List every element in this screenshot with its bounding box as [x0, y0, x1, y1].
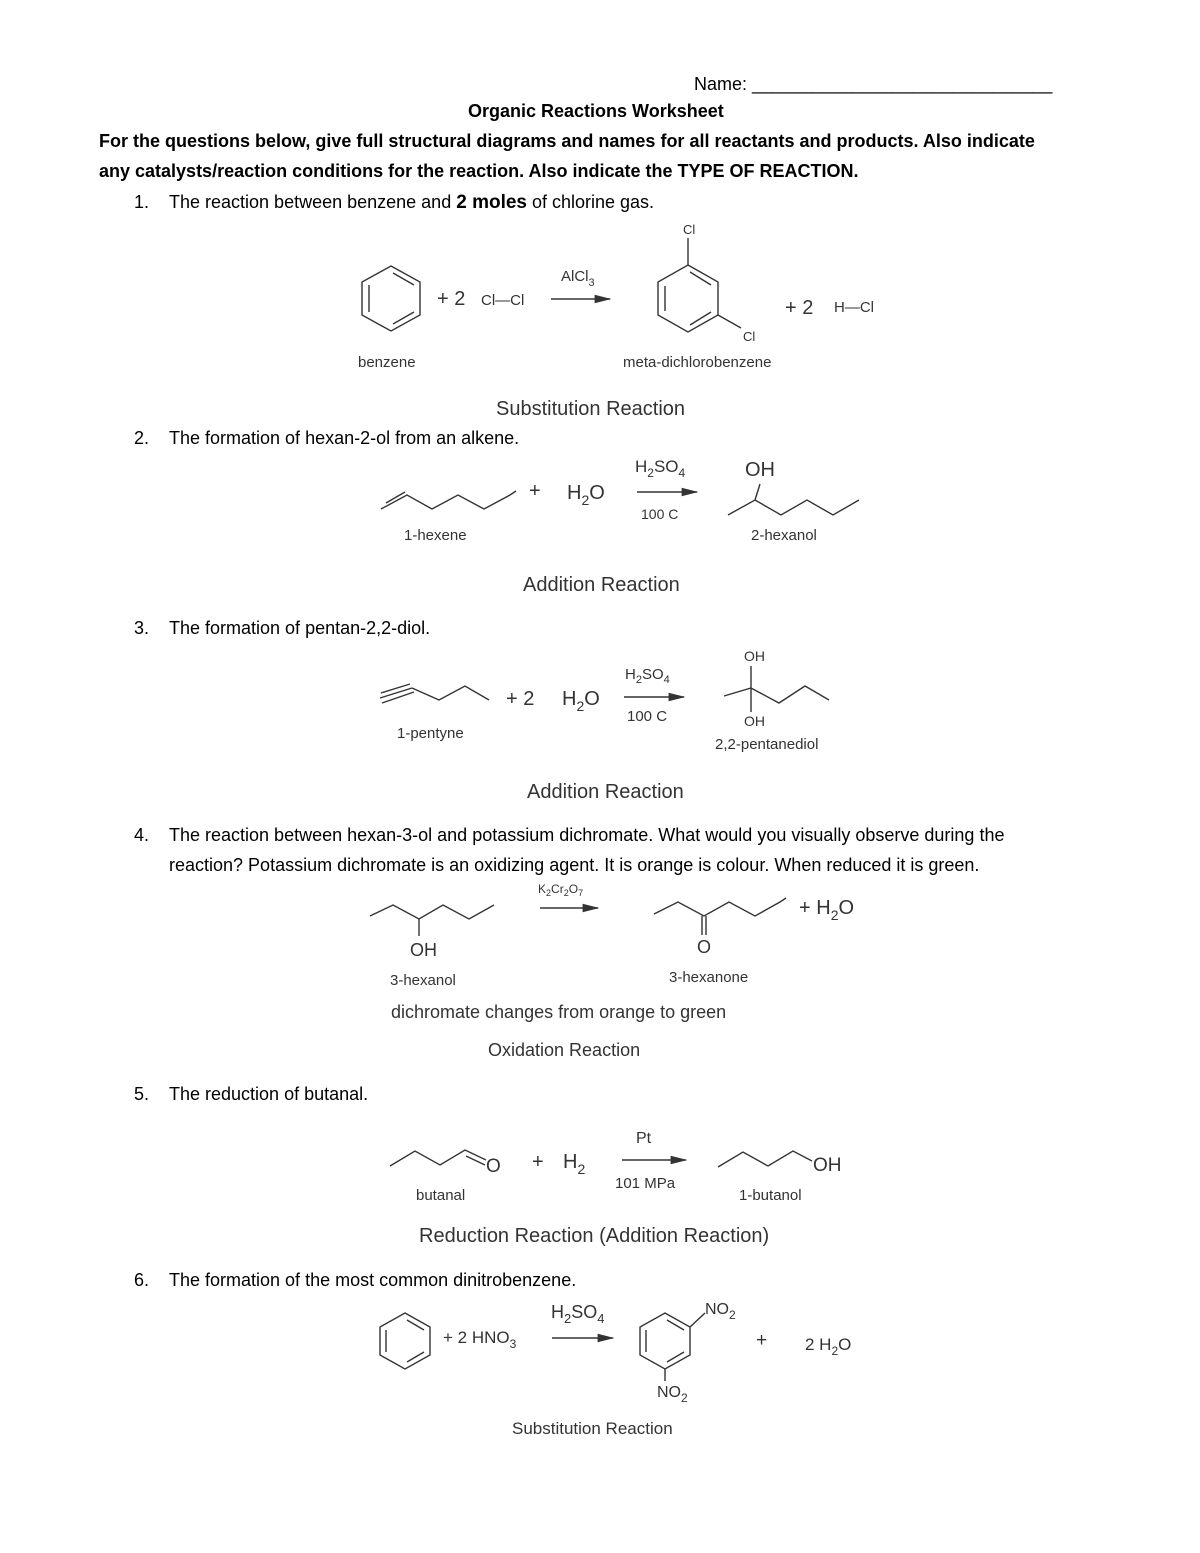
r6-product-group-top: $NO_2$	[705, 1301, 736, 1322]
question-text-bold: 2 moles	[456, 192, 527, 213]
r1-byproduct-formula: H—Cl	[834, 299, 874, 316]
r6-catalyst: $H_2SO_4$	[551, 1302, 605, 1326]
1-pentyne-structure	[380, 684, 489, 703]
r6-plus: +	[756, 1330, 768, 1351]
r5-catalyst: Pt	[636, 1130, 652, 1147]
r3-reactant-name: 1-pentyne	[397, 725, 464, 742]
r5-plus: +	[532, 1151, 544, 1173]
r5-reaction-type: Reduction Reaction (Addition Reaction)	[419, 1225, 770, 1247]
r4-observation: dichromate changes from orange to green	[391, 1002, 727, 1022]
meta-dinitrobenzene-structure	[640, 1313, 705, 1381]
2-2-pentanediol-structure	[724, 666, 829, 712]
r2-product-group: OH	[745, 459, 775, 481]
r1-product-sub-top: Cl	[683, 222, 696, 237]
r6-product-group-bottom: $NO_2$	[657, 1384, 688, 1405]
r2-plus: +	[529, 480, 541, 502]
2-hexanol-structure	[728, 484, 859, 515]
question-4-line-2: reaction? Potassium dichromate is an oxidizing agent. It is orange is colour. When reduced it is green.	[169, 855, 980, 875]
instructions-line-1: For the questions below, give full structural diagrams and names for all reactants and products. Also indicate	[99, 131, 1035, 151]
1-hexene-structure	[381, 491, 516, 509]
page-title: Organic Reactions Worksheet	[468, 101, 724, 121]
1-butanol-structure	[718, 1151, 812, 1167]
r2-product-name: 2-hexanol	[751, 527, 817, 544]
r4-byproduct: + $H_2O$	[799, 897, 855, 923]
benzene-structure	[362, 266, 420, 331]
r4-product-group: O	[697, 937, 712, 957]
question-text: The reaction between hexan-3-ol and potassium dichromate. What would you visually observe during the	[169, 825, 1005, 845]
r5-reactant-group: O	[486, 1156, 501, 1177]
r1-catalyst: AlCl$_3$	[561, 268, 595, 289]
question-number: 4.	[134, 825, 150, 845]
r1-byproduct-coeff: + 2	[785, 297, 814, 319]
question-text: of chlorine gas.	[526, 192, 655, 212]
r3-condition: 100 C	[627, 708, 668, 725]
name-blank: ______________________________	[752, 74, 1053, 94]
question-number: 5.	[134, 1084, 150, 1104]
r5-condition: 101 MPa	[615, 1175, 676, 1192]
question-text: The reaction between benzene and	[169, 192, 457, 212]
3-hexanone-structure	[654, 898, 786, 935]
r4-product-name: 3-hexanone	[669, 969, 749, 986]
r4-reactant-name: 3-hexanol	[390, 972, 456, 989]
r3-product-name: 2,2-pentanediol	[715, 736, 819, 753]
meta-dichlorobenzene-structure	[658, 238, 741, 332]
r5-product-group: OH	[813, 1155, 842, 1176]
r6-reaction-type: Substitution Reaction	[512, 1419, 673, 1438]
question-number: 1.	[134, 192, 150, 212]
r1-reaction-type: Substitution Reaction	[496, 398, 686, 420]
3-hexanol-structure	[370, 905, 494, 936]
r5-reagent: $H_2$	[563, 1151, 586, 1177]
r1-reactant-name: benzene	[358, 354, 416, 371]
r4-reagent: $K_2Cr_2O_7$	[538, 882, 584, 898]
question-number: 3.	[134, 618, 150, 638]
name-label: Name:	[694, 74, 748, 94]
r3-product-group-bottom: OH	[744, 713, 765, 729]
r3-product-group-top: OH	[744, 648, 765, 664]
r6-byproduct: 2 $H_2O$	[805, 1335, 852, 1358]
r1-product-name: meta-dichlorobenzene	[623, 354, 772, 371]
r3-reaction-type: Addition Reaction	[527, 781, 684, 803]
r2-catalyst: $H_2SO_4$	[635, 457, 686, 480]
instructions-line-2: any catalysts/reaction conditions for the reaction. Also indicate the TYPE OF REACTION.	[99, 161, 859, 181]
r3-reagent: $H_2O$	[562, 688, 600, 714]
question-number: 2.	[134, 428, 150, 448]
r2-reagent: $H_2O$	[567, 482, 605, 508]
question-text: The formation of pentan-2,2-diol.	[169, 618, 431, 638]
question-number: 6.	[134, 1270, 150, 1290]
r3-plus: + 2	[506, 688, 535, 710]
r4-reaction-type: Oxidation Reaction	[488, 1040, 641, 1060]
question-text: The formation of the most common dinitrobenzene.	[169, 1270, 577, 1290]
question-text: The reduction of butanal.	[169, 1084, 369, 1104]
r5-product-name: 1-butanol	[739, 1187, 802, 1204]
r3-catalyst: $H_2SO_4$	[625, 666, 670, 686]
r1-product-sub-bottom: Cl	[743, 329, 756, 344]
butanal-structure	[390, 1150, 486, 1166]
r2-reaction-type: Addition Reaction	[523, 574, 680, 596]
r4-reactant-group: OH	[410, 940, 437, 960]
r1-reactant-coeff: + 2	[437, 288, 466, 310]
benzene-structure-2	[380, 1313, 430, 1369]
r2-condition: 100 C	[641, 506, 679, 522]
r2-reactant-name: 1-hexene	[404, 527, 467, 544]
r5-reactant-name: butanal	[416, 1187, 466, 1204]
r6-reagent: + 2 $HNO_3$	[443, 1328, 517, 1351]
r1-reactant-formula: Cl—Cl	[481, 292, 525, 309]
question-text: The formation of hexan-2-ol from an alkene.	[169, 428, 520, 448]
